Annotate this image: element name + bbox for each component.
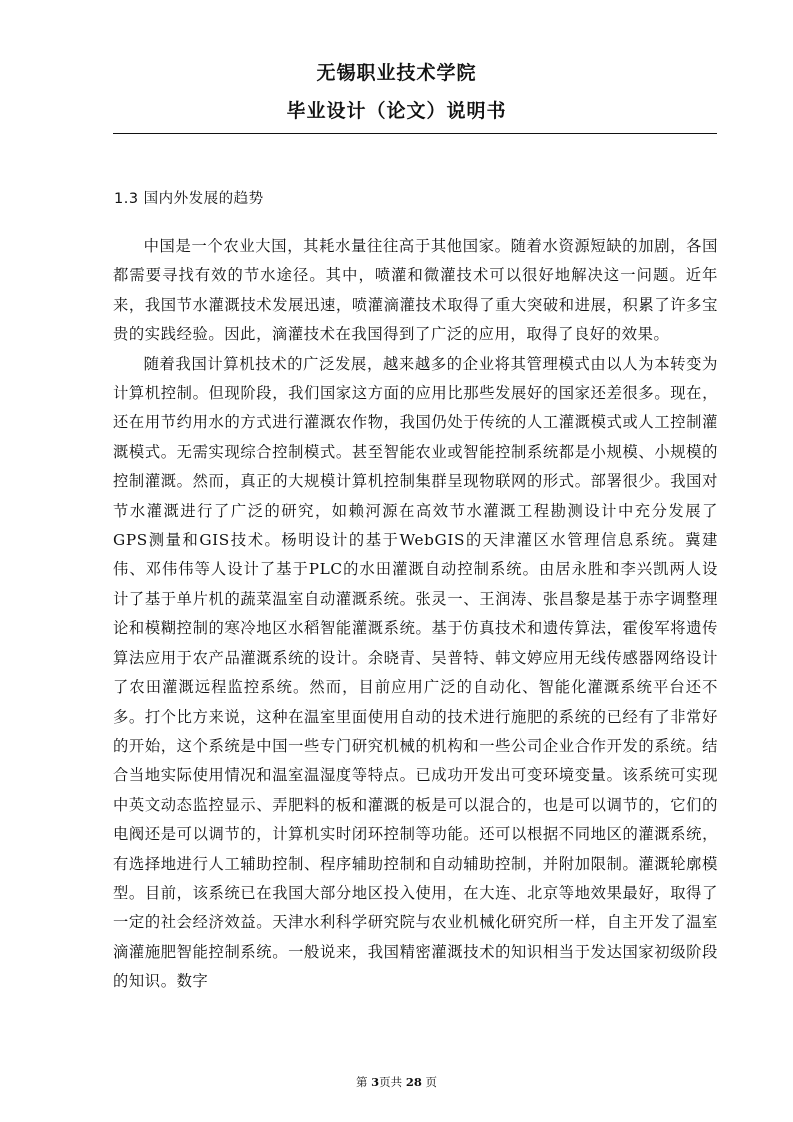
total-pages-number: 28 [405, 1075, 422, 1089]
page-footer [0, 1074, 793, 1090]
current-page-number: 3 [371, 1075, 380, 1089]
body-text [113, 232, 718, 997]
paragraph: 中国是一个农业大国，其耗水量往往高于其他国家。随着水资源短缺的加剧，各国都需要寻找有效的节水途径。其中，喷灌和微灌技术可以很好地解决这一问题。近年来，我国节水灌溉技术发展迅速，喷灌滴灌技术取得了重大突破和进展，积累了许多宝贵的实践经验。因此，滴灌技术在我国得到了广泛的应用，取得了良好的效果。 [113, 237, 718, 344]
section-heading: 1.3 国内外发展的趋势 [114, 191, 264, 207]
footer-middle: 页共 [379, 1075, 406, 1089]
footer-suffix: 页 [421, 1075, 437, 1089]
document-title: 毕业设计（论文）说明书 [286, 100, 507, 122]
header-divider [113, 133, 717, 134]
paragraph: 随着我国计算机技术的广泛发展，越来越多的企业将其管理模式由以人为本转变为计算机控制。但现阶段，我们国家这方面的应用比那些发展好的国家还差很多。现在，还在用节约用水的方式进行灌溉农作物，我国仍处于传统的人工灌溉模式或人工控制灌溉模式。无需实现综合控制模式。甚至智能农业或智能控制系统都是小规模、小规模的控制灌溉。然而，真正的大规模计算机控制集群呈现物联网的形式。部署很少。我国对节水灌溉进行了广泛的研究，如赖河源在高效节水灌溉工程勘测设计中充分发展了GPS测量和GIS技术。杨明设计的基于WebGIS的天津灌区水管理信息系统。冀建伟、邓伟伟等人设计了基于PLC的水田灌溉自动控制系统。由居永胜和李兴凯两人设计了基于单片机的蔬菜温室自动灌溉系统。张灵一、王润涛、张昌黎是基于赤字调整理论和模糊控制的寒冷地区水稻智能灌溉系统。基于仿真技术和遗传算法，霍俊军将遗传算法应用于农产品灌溉系统的设计。余晓青、吴普特、韩文婷应用无线传感器网络设计了农田灌溉远程监控系统。然而，目前应用广泛的自动化、智能化灌溉系统平台还不多。打个比方来说，这种在温室里面使用自动的技术进行施肥的系统的已经有了非常好的开始，这个系统是中国一些专门研究机械的机构和一些公司企业合作开发的系统。结合当地实际使用情况和温室温湿度等特点。已成功开发出可变环境变量。该系统可实现中英文动态监控显示、弄肥料的板和灌溉的板是可以混合的，也是可以调节的，它们的电阀还是可以调节的，计算机实时闭环控制等功能。还可以根据不同地区的灌溉系统，有选择地进行人工辅助控制、程序辅助控制和自动辅助控制，并附加限制。灌溉轮廓模型。目前，该系统已在我国大部分地区投入使用，在大连、北京等地效果最好，取得了一定的社会经济效益。天津水利科学研究院与农业机械化研究所一样，自主开发了温室滴灌施肥智能控制系统。一般说来，我国精密灌溉技术的知识相当于发达国家初级阶段的知识。数字 [113, 354, 718, 991]
school-name: 无锡职业技术学院 [316, 62, 477, 84]
footer-prefix: 第 [356, 1075, 372, 1089]
